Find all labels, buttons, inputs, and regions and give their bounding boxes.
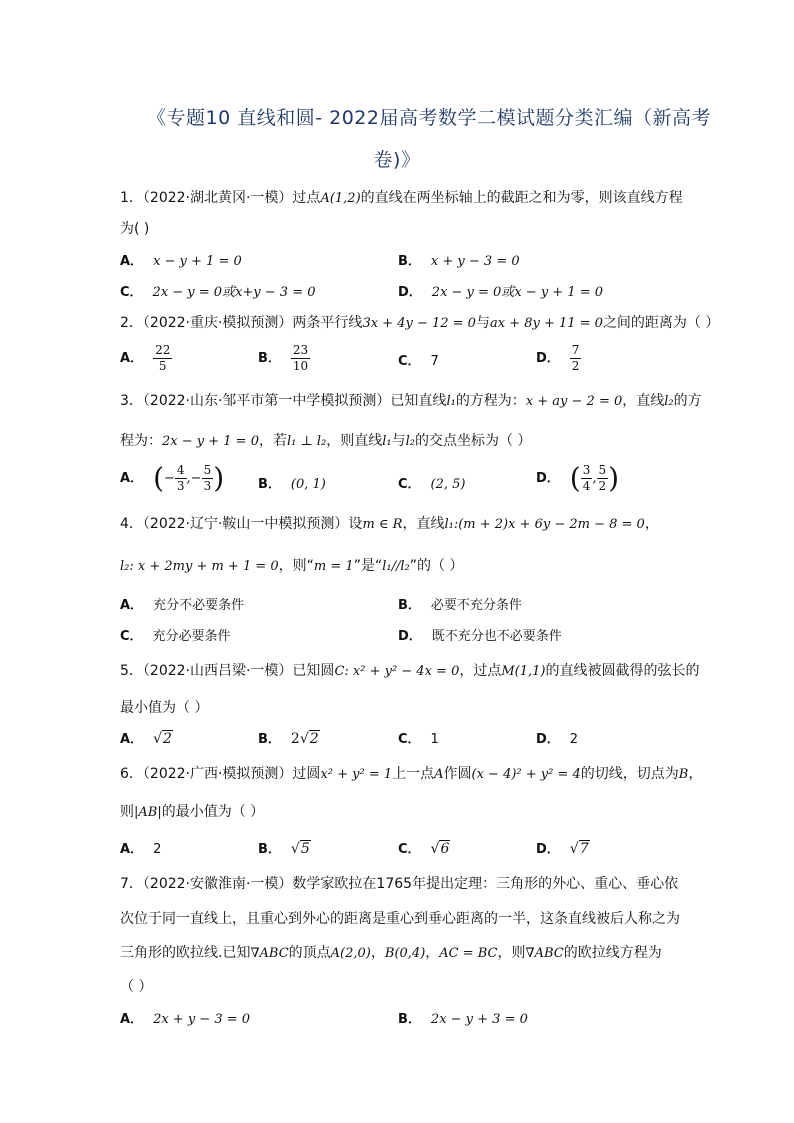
q6-option-b[interactable]: B． √5 bbox=[258, 841, 310, 857]
q3-option-d[interactable]: D． ( $\frac{3}{4}$ , $\frac{5}{2}$ ) bbox=[536, 461, 620, 495]
q4-option-b[interactable]: B． 必要不充分条件 bbox=[398, 598, 522, 613]
q2-option-d[interactable]: D． $\frac{7}{2}$ bbox=[536, 343, 580, 373]
question-2-stem: 2．（2022·重庆·模拟预测）两条平行线3x + 4y − 12 = 0与ax + 8y + 11 = 0之间的距离为（ ） bbox=[120, 315, 720, 331]
question-5-stem-cont: 最小值为（ ） bbox=[120, 700, 209, 716]
q5-option-a[interactable]: A． √2 bbox=[120, 731, 172, 747]
q1-option-b[interactable]: B． x + y − 3 = 0 bbox=[398, 254, 520, 269]
q3-option-c[interactable]: C． (2, 5) bbox=[398, 477, 466, 492]
q1-option-c[interactable]: C． 2x − y = 0或x+y − 3 = 0 bbox=[120, 285, 316, 300]
q5-option-d[interactable]: D． 2 bbox=[536, 732, 579, 747]
q6-option-a[interactable]: A． 2 bbox=[120, 842, 162, 857]
question-1-stem: 1．（2022·湖北黄冈·一模）过点A(1,2)的直线在两坐标轴上的截距之和为零，则该直线方程 bbox=[120, 190, 683, 206]
q4-option-d[interactable]: D． 既不充分也不必要条件 bbox=[398, 629, 562, 644]
question-5-stem: 5．（2022·山西吕梁·一模）已知圆C: x² + y² − 4x = 0，过点M(1,1)的直线被圆截得的弦长的 bbox=[120, 663, 700, 679]
question-3-stem-cont: 程为：2x − y + 1 = 0，若l₁ ⊥ l₂，则直线l₁与l₂的交点坐标为（ ） bbox=[120, 433, 532, 449]
question-3-stem: 3．（2022·山东·邹平市第一中学模拟预测）已知直线l₁的方程为：x + ay − 2 = 0，直线l₂的方 bbox=[120, 393, 702, 409]
q7-option-b[interactable]: B． 2x − y + 3 = 0 bbox=[398, 1012, 528, 1027]
question-4-stem-cont: l₂: x + 2my + m + 1 = 0，则“m = 1”是“l₁//l₂”的（ ） bbox=[120, 558, 464, 574]
q2-option-a[interactable]: A． $\frac{22}{5}$ bbox=[120, 343, 171, 373]
q1-option-d[interactable]: D． 2x − y = 0或x − y + 1 = 0 bbox=[398, 285, 604, 300]
q4-option-a[interactable]: A． 充分不必要条件 bbox=[120, 598, 245, 613]
question-6-stem-cont: 则|AB|的最小值为（ ） bbox=[120, 804, 265, 820]
question-7-stem-line3: 三角形的欧拉线.已知∇ABC的顶点A(2,0)，B(0,4)，AC = BC，则∇ABC的欧拉线方程为 bbox=[120, 945, 662, 961]
question-4-stem: 4．（2022·辽宁·鞍山一中模拟预测）设m ∈ R，直线l₁:(m + 2)x + 6y − 2m − 8 = 0， bbox=[120, 516, 659, 532]
document-title-line1: 《专题10 直线和圆- 2022届高考数学二模试题分类汇编（新高考 bbox=[147, 107, 711, 129]
question-7-stem-line1: 7．（2022·安徽淮南·一模）数学家欧拉在1765年提出定理：三角形的外心、重心、垂心依 bbox=[120, 876, 679, 892]
q7-option-a[interactable]: A． 2x + y − 3 = 0 bbox=[120, 1012, 251, 1027]
q2-option-b[interactable]: B． $\frac{23}{10}$ bbox=[258, 343, 309, 373]
document-title-line2: 卷)》 bbox=[373, 149, 421, 171]
q1-option-a[interactable]: A． x − y + 1 = 0 bbox=[120, 254, 242, 269]
q3-option-a[interactable]: A． (− $\frac{4}{3}$ ,− $\frac{5}{3}$ ) bbox=[120, 461, 225, 495]
question-1-stem-cont: 为( ) bbox=[120, 221, 150, 237]
q5-option-b[interactable]: B． 2√2 bbox=[258, 731, 319, 747]
q4-option-c[interactable]: C． 充分必要条件 bbox=[120, 629, 231, 644]
q6-option-c[interactable]: C． √6 bbox=[398, 841, 450, 857]
q3-option-b[interactable]: B． (0, 1) bbox=[258, 477, 326, 492]
point-a: A(1,2) bbox=[320, 191, 361, 206]
question-7-stem-line2: 次位于同一直线上，且重心到外心的距离是重心到垂心距离的一半，这条直线被后人称之为 bbox=[120, 911, 680, 927]
q2-option-c[interactable]: C． 7 bbox=[398, 354, 439, 369]
question-7-stem-line4: （ ） bbox=[120, 979, 153, 995]
q5-option-c[interactable]: C． 1 bbox=[398, 732, 439, 747]
question-6-stem: 6．（2022·广西·模拟预测）过圆x² + y² = 1上一点A作圆(x − 4)² + y² = 4的切线，切点为B， bbox=[120, 766, 703, 782]
q6-option-d[interactable]: D． √7 bbox=[536, 841, 589, 857]
